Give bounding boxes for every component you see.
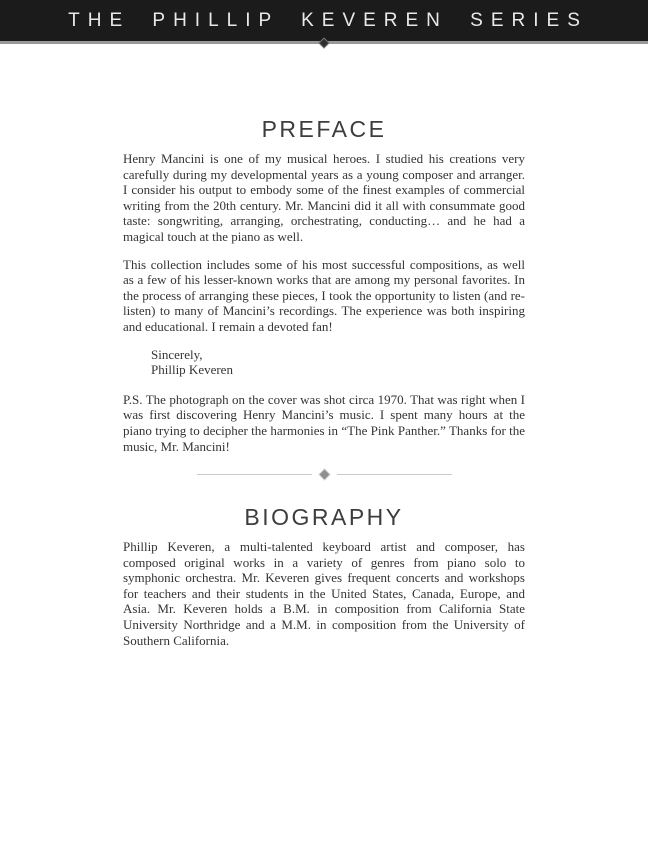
biography-heading: BIOGRAPHY (244, 504, 404, 531)
series-title: THE PHILLIP KEVEREN SERIES (68, 9, 588, 31)
series-header-band (0, 0, 648, 44)
signature-closing: Sincerely, (151, 346, 203, 362)
preface-section (123, 116, 525, 454)
signature-name: Phillip Keveren (151, 362, 233, 378)
page-content (123, 44, 525, 648)
divider-line-right (337, 474, 452, 475)
preface-paragraph-1: Henry Mancini is one of my musical heroes. I studied his creations very carefully during my developmental years as a young composer and arranger. I consider his output to embody some of the finest examples of commercial writing from the 20th century. Mr. Mancini did it all with consummate good taste: songwriting, arranging, orchestrating, conducting… and he had a magical touch at the piano as well. (123, 151, 525, 244)
divider-diamond-icon (319, 470, 329, 480)
preface-heading: PREFACE (261, 116, 387, 142)
divider-line-left (197, 474, 312, 475)
section-divider (123, 471, 525, 478)
signature-block (151, 347, 525, 378)
postscript-paragraph: P.S. The photograph on the cover was shot circa 1970. That was right when I was first discovering Henry Mancini’s music. I spent many hours at the piano trying to decipher the harmonies in “The Pink Panther.” Thanks for the music, Mr. Mancini! (123, 391, 525, 454)
preface-paragraph-2: This collection includes some of his most successful compositions, as well as a few of his lesser-known works that are among my personal favorites. In the process of arranging these pieces, I took the opportunity to listen (and re-listen) to many of Mancini’s recordings. The experience was both inspiring and educational. I remain a devoted fan! (123, 256, 525, 334)
biography-paragraph: Phillip Keveren, a multi-talented keyboard artist and composer, has composed original works in a variety of genres from piano solo to symphonic orchestra. Mr. Keveren gives frequent concerts and workshops for teachers and their students in the United States, Canada, Europe, and Asia. Mr. Keveren holds a B.M. in composition from California State University Northridge and a M.M. in composition from the University of Southern California. (123, 539, 525, 648)
biography-section (123, 504, 525, 648)
